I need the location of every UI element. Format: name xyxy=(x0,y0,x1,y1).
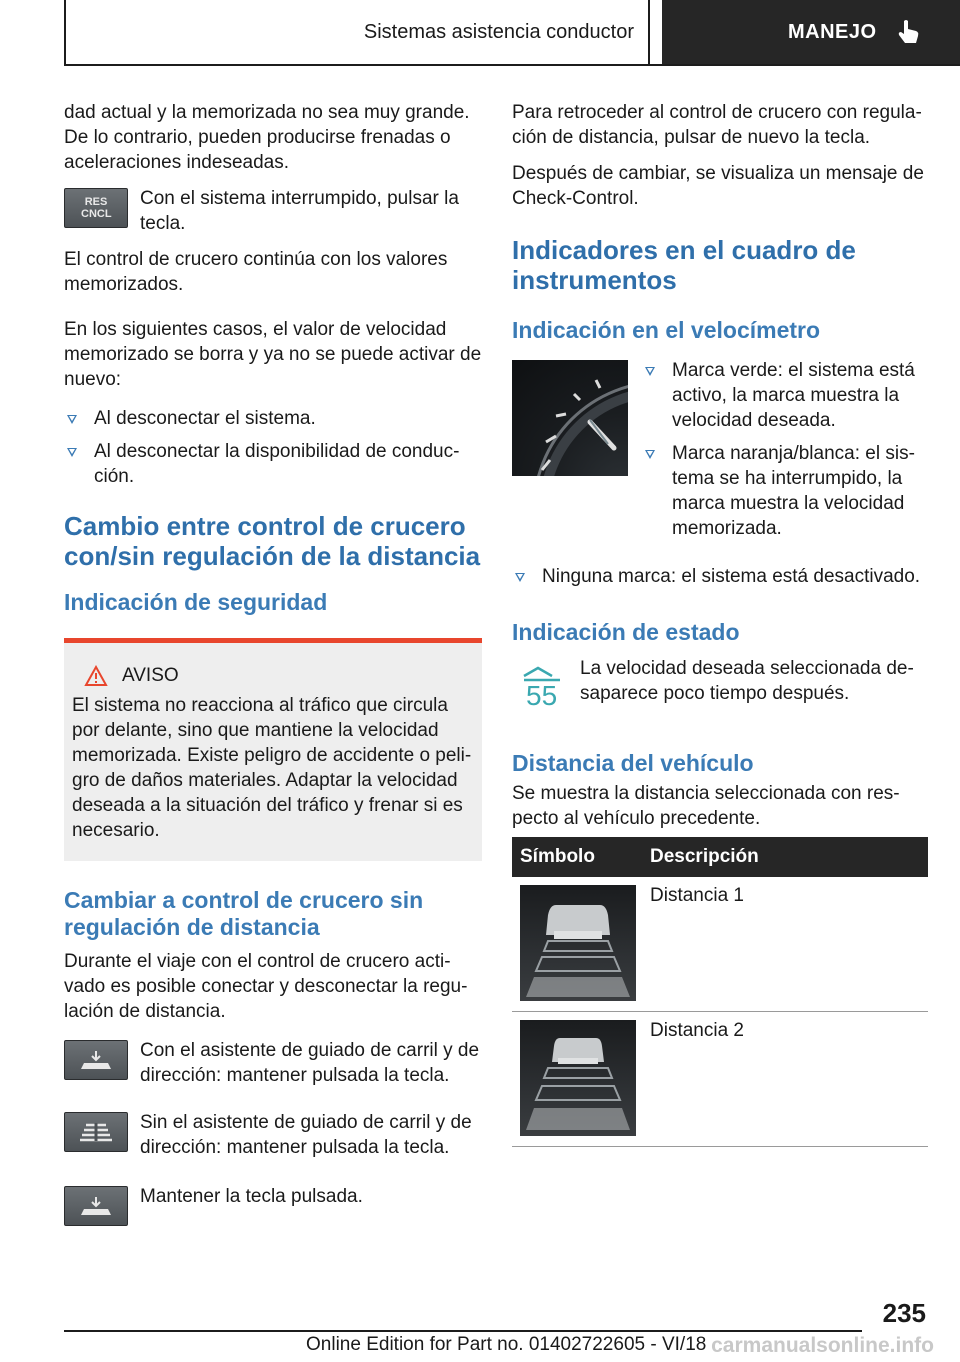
distance-1-image xyxy=(520,885,636,1001)
left-column xyxy=(64,100,482,1237)
header-chapter xyxy=(662,0,960,64)
paragraph: Se muestra la distancia seleccionada con respecto al vehículo precedente. xyxy=(512,783,900,829)
list-item: Ninguna marca: el sistema está desactivado. xyxy=(512,564,928,589)
header-separator xyxy=(648,0,650,66)
paragraph: Para retroceder al control de crucero con regulación de distancia, pulsar de nuevo la tecla. xyxy=(512,102,922,148)
table-header-symbol: Símbolo xyxy=(512,837,642,877)
list-item: Al desconectar la disponibilidad de conducción. xyxy=(64,439,482,489)
subsection-heading: Indicación de seguridad xyxy=(64,589,328,615)
header-chapter-label: MANEJO xyxy=(788,20,877,43)
warning-header xyxy=(72,665,474,687)
paragraph: El control de crucero continúa con los valores memorizados. xyxy=(64,249,448,295)
list-item: Marca verde: el sistema está activo, la marca muestra la velocidad deseada. xyxy=(642,358,928,433)
list-item: Marca naranja/blanca: el sistema se ha interrumpido, la marca muestra la velocidad memorizada. xyxy=(642,441,928,541)
distance-2-image xyxy=(520,1020,636,1136)
header-section-title: Sistemas asistencia conductor xyxy=(363,20,634,43)
table-row xyxy=(512,1012,928,1147)
status-row xyxy=(512,656,928,716)
table-header-row xyxy=(512,837,928,877)
bullet-list xyxy=(64,406,482,489)
table-cell-description: Distancia 1 xyxy=(642,877,928,1012)
edition-text: Online Edition for Part no. 01402722605 - VI/18 xyxy=(306,1334,707,1355)
watermark: carmanualsonline.info xyxy=(711,1334,934,1357)
res-cncl-label: RES CNCL xyxy=(81,196,112,220)
subsection-heading: Indicación de estado xyxy=(512,619,740,645)
bullet-triangle-icon xyxy=(67,415,77,424)
paragraph: Durante el viaje con el control de crucero activado es posible conectar y desconectar la regulación de distancia. xyxy=(64,951,468,1022)
footer-rule xyxy=(64,1330,862,1332)
speedometer-row xyxy=(512,360,928,560)
speed-status-value: 55 xyxy=(526,680,558,711)
status-text: La velocidad deseada seleccionada desaparece poco tiempo después. xyxy=(580,658,914,704)
warning-title: AVISO xyxy=(122,665,179,686)
lane-assist-button-row xyxy=(64,1038,482,1088)
hold-button-row xyxy=(64,1184,482,1226)
no-lane-assist-text: Sin el asistente de guiado de carril y de dirección: mantener pulsada la tecla. xyxy=(140,1112,472,1158)
warning-box xyxy=(64,638,482,861)
bullet-triangle-icon xyxy=(645,450,655,459)
bullet-triangle-icon xyxy=(645,367,655,376)
subsection-heading: Distancia del vehículo xyxy=(512,750,754,776)
hold-button-text: Mantener la tecla pulsada. xyxy=(140,1186,363,1207)
res-cncl-row xyxy=(64,186,482,236)
page-number: 235 xyxy=(882,1298,926,1328)
list-item: Al desconectar el sistema. xyxy=(64,406,482,431)
distance-table xyxy=(512,837,928,1147)
distance-button-icon xyxy=(64,1186,128,1226)
paragraph: Después de cambiar, se visualiza un mensaje de Check-Control. xyxy=(512,163,924,209)
section-heading: Indicadores en el cuadro de instrumentos xyxy=(512,235,856,295)
paragraph: En los siguientes casos, el valor de velocidad memorizado se borra y ya no se puede activar de nuevo: xyxy=(64,319,482,390)
bullet-triangle-icon xyxy=(67,448,77,457)
subsection-heading: Cambiar a control de crucero sin regulación de distancia xyxy=(64,887,424,940)
speedometer-image xyxy=(512,360,628,476)
distance-button-icon xyxy=(64,1040,128,1080)
distance-lanes-button-icon xyxy=(64,1112,128,1152)
speed-status-icon xyxy=(512,656,568,716)
lane-assist-text: Con el asistente de guiado de carril y de dirección: mantener pulsada la tecla. xyxy=(140,1040,480,1086)
bullet-triangle-icon xyxy=(515,573,525,582)
table-cell-description: Distancia 2 xyxy=(642,1012,928,1147)
bullet-list xyxy=(512,564,928,589)
speedometer-bullets xyxy=(642,358,928,549)
res-cncl-text: Con el sistema interrumpido, pulsar la tecla. xyxy=(140,188,459,234)
right-column xyxy=(512,100,928,1147)
warning-text: El sistema no reacciona al tráfico que circula por delante, sino que mantiene la velocidad memorizada. Existe peligro de accidente o peligro de daños materiales. Adaptar la velocidad deseada a la situación del tráfico y frenar si es necesario. xyxy=(72,695,472,841)
header-rule xyxy=(64,64,960,66)
section-heading: Cambio entre control de crucero con/sin regulación de la distancia xyxy=(64,511,481,571)
res-cncl-button-icon xyxy=(64,188,128,228)
hand-pointer-icon xyxy=(897,19,921,45)
no-lane-assist-button-row xyxy=(64,1110,482,1160)
table-header-description: Descripción xyxy=(642,837,928,877)
table-row xyxy=(512,877,928,1012)
subsection-heading: Indicación en el velocímetro xyxy=(512,317,821,343)
paragraph: dad actual y la memorizada no sea muy grande. De lo contrario, pueden producirse frenadas o aceleraciones indeseadas. xyxy=(64,102,470,173)
warning-triangle-icon xyxy=(84,665,108,687)
